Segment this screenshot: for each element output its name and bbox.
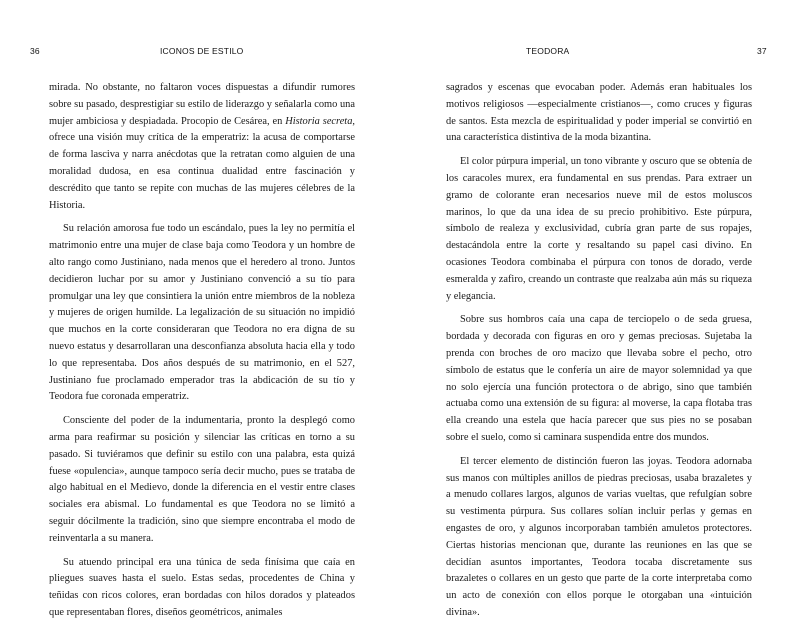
- body-text: [446, 80, 752, 622]
- text-run: sagrados y escenas que evocaban poder. Además eran habituales los motivos religiosos —especialmente cristianos—, como cruces y figuras de santos. Esta mezcla de espiritualidad y poder imperial se convirtió en una característica distintiva de la moda bizantina.: [446, 82, 752, 144]
- paragraph: [49, 80, 355, 214]
- right-page: [400, 0, 800, 637]
- text-run: Sobre sus hombros caía una capa de terciopelo o de seda gruesa, bordada y decorada con figuras en oro y gemas preciosas. Sujetaba la prenda con broches de oro macizo que llevaba sobre el pecho, otro símbolo de estatus que le confería un aire de mayor solemnidad ya que no solo ejercía una función protectora o de abrigo, sino que también actuaba como una extensión de su figura: al moverse, la capa flotaba tras ella creando una estela que hacía parecer que sus pies no se posaban sobre el suelo, como si caminara suspendida entre dos mundos.: [446, 314, 752, 443]
- text-run: El color púrpura imperial, un tono vibrante y oscuro que se obtenía de los caracoles murex, era fundamental en sus prendas. Para extraer un gramo de colorante eran necesarios nueve mil de estos moluscos marinos, lo que da una idea de su precio prohibitivo. Este púrpura, símbolo de realeza y exclusividad, cubría gran parte de sus ropajes, destacándola entre la corte y resaltando su papel casi divino. En ocasiones Teodora combinaba el púrpura con tonos de dorado, verde esmeralda y zafiro, creando un contraste que realzaba aún más su riqueza y elegancia.: [446, 156, 752, 302]
- text-run: Su atuendo principal era una túnica de seda finísima que caía en pliegues suaves hasta el suelo. Estas sedas, procedentes de China y teñidas con ricos colores, eran bordadas con hilos dorados y plateados que representaban flores, diseños geométricos, animales: [49, 556, 355, 618]
- paragraph: [446, 154, 752, 305]
- text-run: , ofrece una visión muy crítica de la emperatriz: la acusa de comportarse de forma lasciva y narra anécdotas que la retratan como alguien de una moralidad dudosa, en esa continua dualidad entre fascinación y descrédito que tanto se repite con muchas de las mujeres célebres de la Historia.: [49, 115, 355, 211]
- paragraph: [446, 454, 752, 622]
- paragraph: [49, 413, 355, 547]
- text-run: Su relación amorosa fue todo un escándalo, pues la ley no permitía el matrimonio entre una mujer de clase baja como Teodora y un hombre de alto rango como Justiniano, nada menos que el heredero al trono. Juntos decidieron luchar por su amor y Justiniano convenció a su tío para promulgar una ley que consintiera la unión entre miembros de la nobleza y mujeres de origen humilde. La legalización de su situación no impidió que muchos en la corte consideraran que Teodora no era digna de su nuevo estatus y desarrollaran una desconfianza absoluta hacia ella y todo lo que representaba. Dos años después de su matrimonio, en el 527, Justiniano fue proclamado emperador tras la abdicación de su tío y Teodora fue coronada emperatriz.: [49, 223, 355, 403]
- text-run: Consciente del poder de la indumentaria, pronto la desplegó como arma para reafirmar su posición y silenciar las críticas en torno a su pasado. Si tuviéramos que definir su estilo con una palabra, esta quizá fuese «opulencia», aunque tampoco sería decir mucho, pues se trataba de algo habitual en el Medievo, donde la diferencia en el vestir entre clases sociales era abismal. Lo fundamental es que Teodora no se limitó a seguir dócilmente la tradición, sino que siempre encontraba el modo de reinventarla a su manera.: [49, 415, 355, 544]
- italic-title: Historia secreta: [285, 115, 353, 127]
- text-run: mirada. No obstante, no faltaron voces dispuestas a difundir rumores sobre su pasado, desprestigiar su estilo de liderazgo y señalarla como una mujer ambiciosa y despiadada. Procopio de Cesárea, en: [49, 82, 355, 127]
- paragraph: [49, 555, 355, 622]
- running-head: ICONOS DE ESTILO: [160, 46, 244, 56]
- text-run: El tercer elemento de distinción fueron las joyas. Teodora adornaba sus manos con múltiples anillos de piedras preciosas, usaba brazaletes y a menudo collares largos, algunos de varias vueltas, que refulgían sobre su vestimenta púrpura. Sus collares solían incluir perlas y gemas en engastes de oro, y algunos incorporaban también amuletos protectores. Ciertas historias mencionan que, durante las reuniones en las que se decidían asuntos importantes, Teodora tocaba discretamente sus brazaletes o collares en un gesto que parte de la corte interpretaba como un acto de conexión con ellos porque le otorgaban una «intuición divina».: [446, 455, 752, 618]
- body-text: [49, 80, 355, 622]
- paragraph: [446, 312, 752, 446]
- paragraph: [446, 80, 752, 147]
- running-head: TEODORA: [526, 46, 570, 56]
- page-number: 37: [757, 46, 767, 56]
- paragraph: [49, 221, 355, 406]
- page-number: 36: [30, 46, 40, 56]
